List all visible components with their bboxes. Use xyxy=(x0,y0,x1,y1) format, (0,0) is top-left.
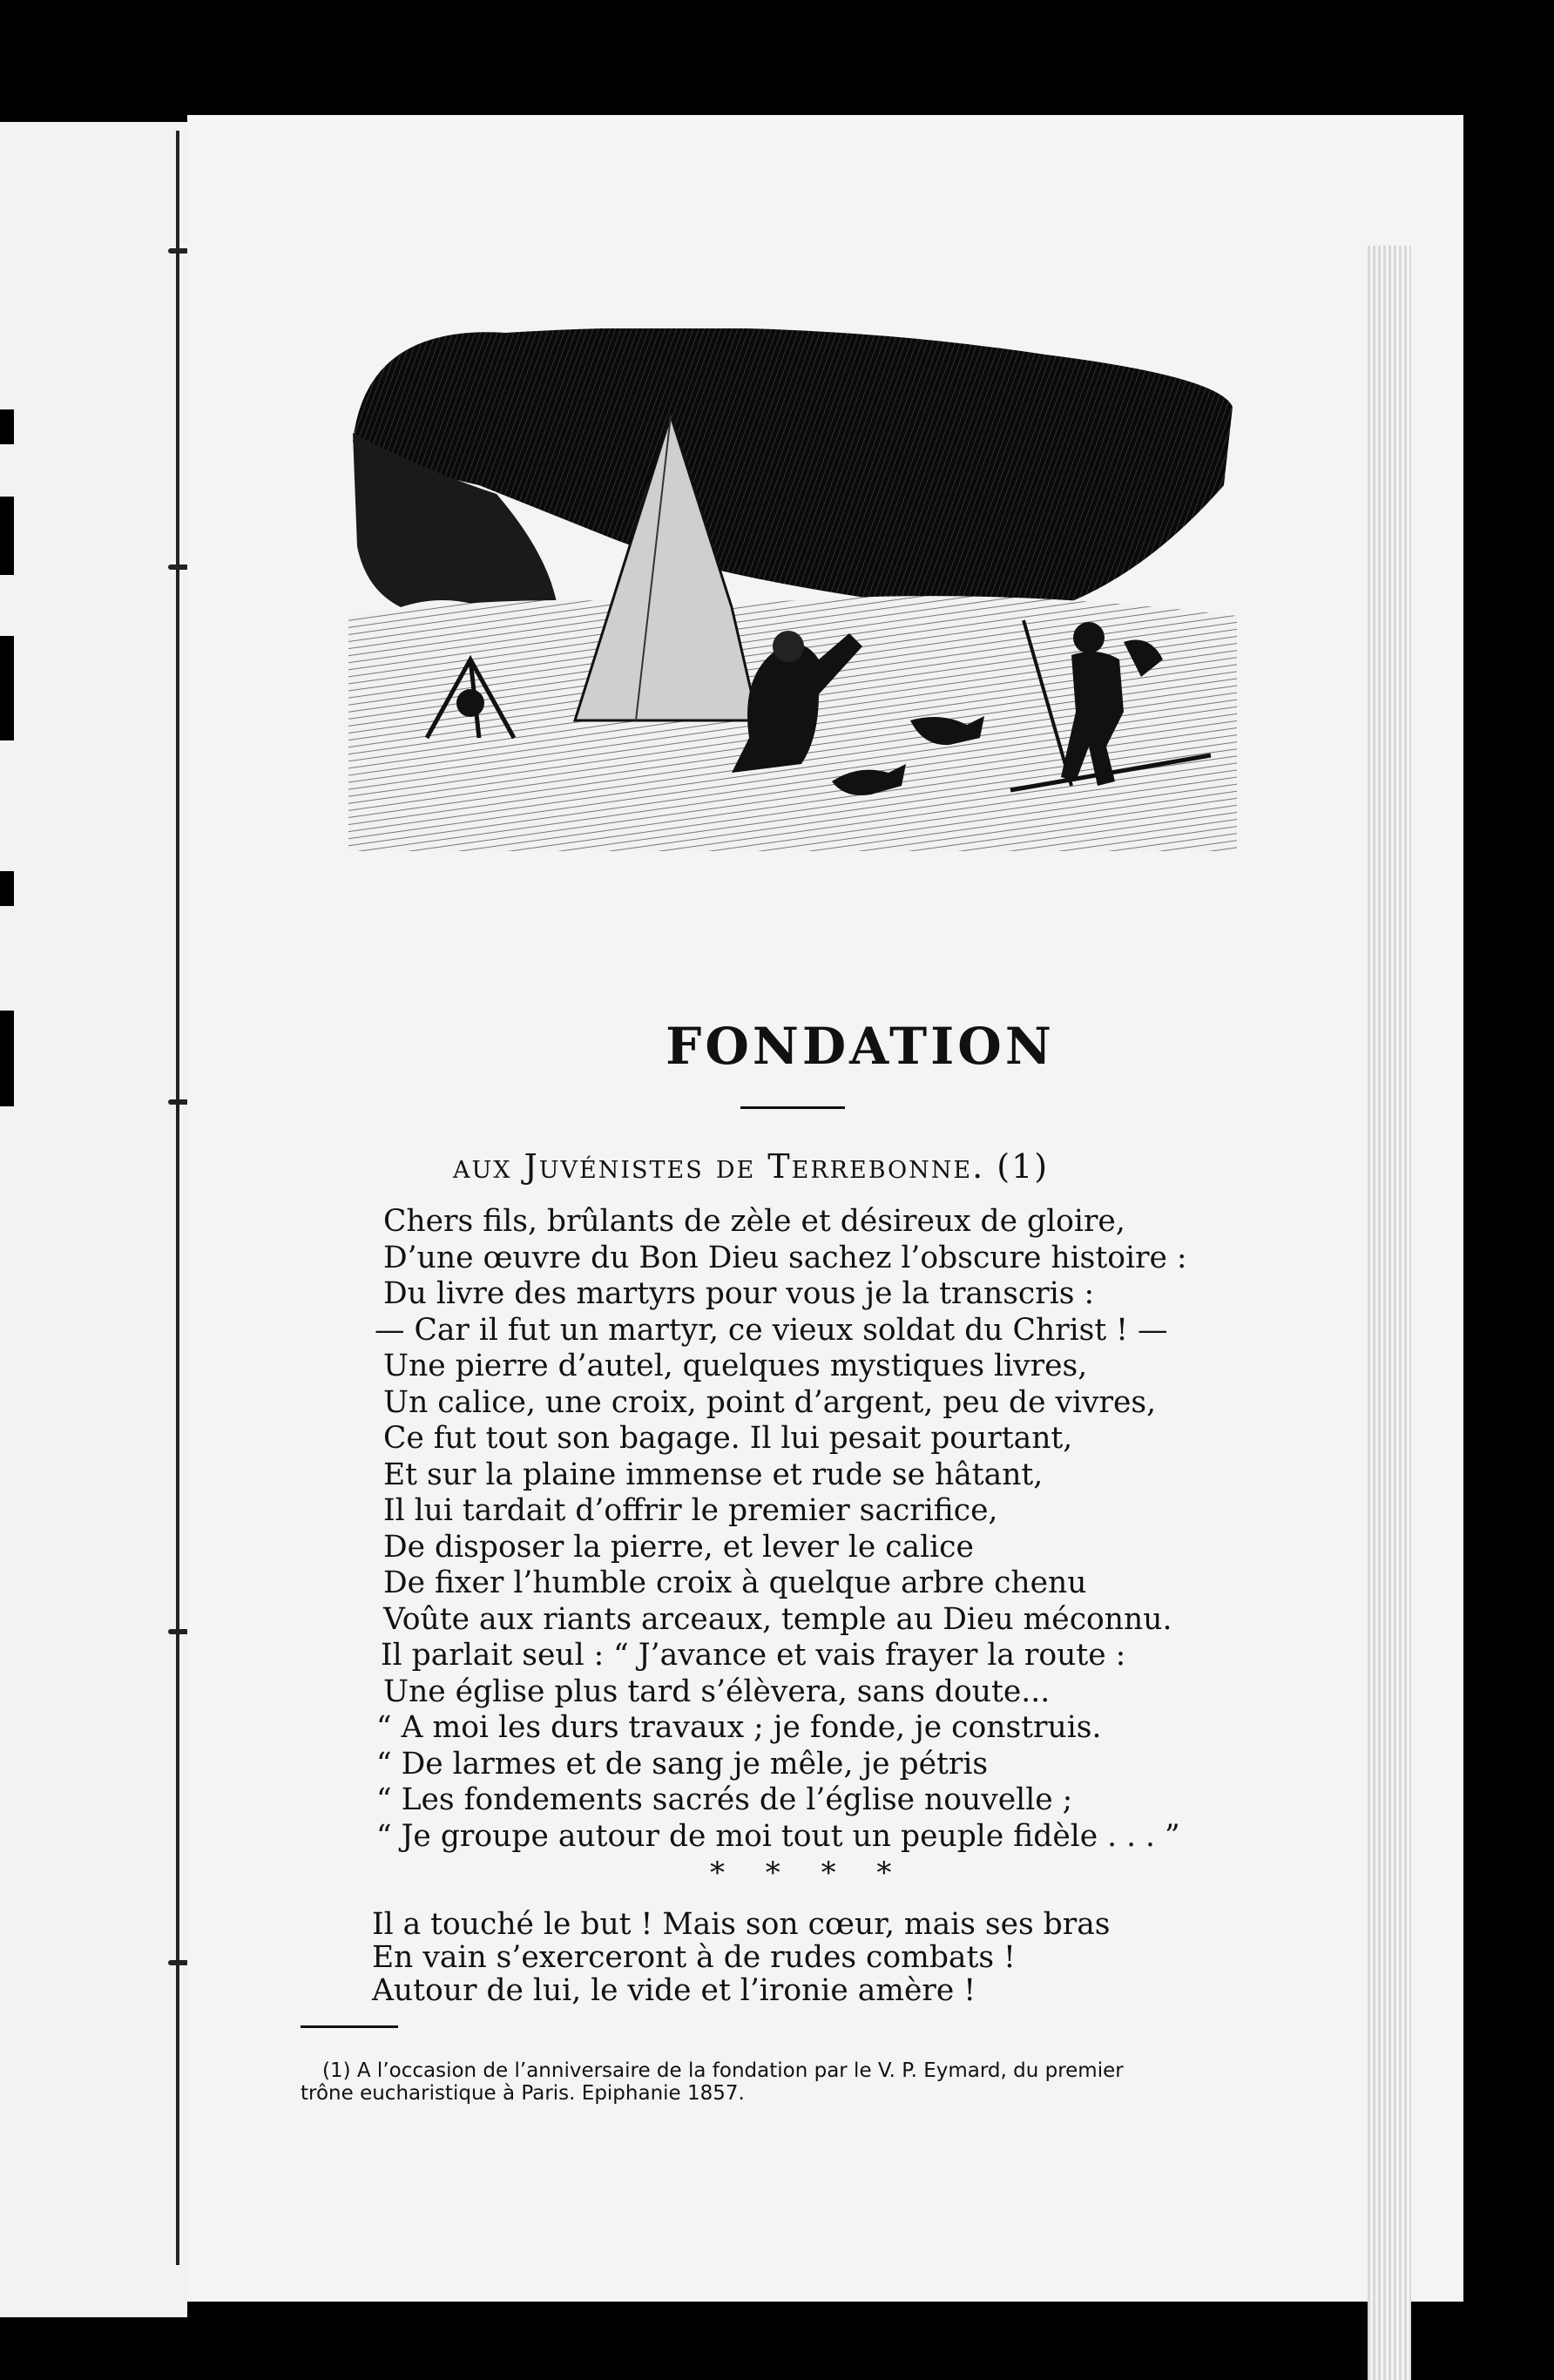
binding-stitch xyxy=(168,1629,189,1634)
footnote-line: (1) A l’occasion de l’anniversaire de la fondation par le V. P. Eymard, du premier xyxy=(322,2059,1124,2082)
poem-dedication: aux Juvénistes de Terrebonne. (1) xyxy=(453,1147,1050,1186)
engraving-winter-camp-icon xyxy=(348,328,1237,851)
poem-line: “ De larmes et de sang je mêle, je pétris xyxy=(376,1746,989,1782)
book-page xyxy=(187,115,1463,2302)
poem-line: “ Les fondements sacrés de l’église nouvelle ; xyxy=(376,1782,1073,1817)
poem-line: Un calice, une croix, point d’argent, peu de vivres, xyxy=(383,1384,1157,1420)
binding-stitch xyxy=(168,565,189,570)
poem-line: Une pierre d’autel, quelques mystiques livres, xyxy=(383,1349,1088,1383)
poem-line: Autour de lui, le vide et l’ironie amère ! xyxy=(372,1973,976,2008)
footnote-line: trône eucharistique à Paris. Epiphanie 1857. xyxy=(301,2082,745,2105)
left-page-mark xyxy=(0,497,14,575)
poem-stanza-1 xyxy=(375,1204,1385,1855)
poem-line: “ Je groupe autour de moi tout un peuple fidèle . . . ” xyxy=(376,1818,1180,1854)
left-page-mark xyxy=(0,1011,14,1106)
poem-line: “ A moi les durs travaux ; je fonde, je construis. xyxy=(376,1710,1102,1745)
book-spine xyxy=(176,131,179,2265)
poem-line: Une église plus tard s’élèvera, sans doute... xyxy=(383,1673,1051,1709)
poem-line: De fixer l’humble croix à quelque arbre chenu xyxy=(383,1565,1087,1600)
page-title: FONDATION xyxy=(666,1017,1055,1076)
footnote-rule xyxy=(301,2025,398,2028)
left-page-edge xyxy=(0,122,187,2317)
binding-stitch xyxy=(168,1099,189,1105)
poem-line: En vain s’exerceront à de rudes combats ! xyxy=(372,1940,1016,1975)
footnote xyxy=(301,2059,1433,2105)
left-page-mark xyxy=(0,871,14,906)
poem-line: Du livre des martyrs pour vous je la transcris : xyxy=(383,1276,1095,1311)
poem-line: Ce fut tout son bagage. Il lui pesait pourtant, xyxy=(383,1421,1073,1456)
poem-line: D’une œuvre du Bon Dieu sachez l’obscure histoire : xyxy=(383,1240,1187,1275)
binding-stitch xyxy=(168,248,189,254)
poem-line: Il a touché le but ! Mais son cœur, mais ses bras xyxy=(372,1907,1111,1942)
left-page-mark xyxy=(0,636,14,740)
poem-line: Il parlait seul : “ J’avance et vais frayer la route : xyxy=(381,1638,1126,1673)
poem-line: Il lui tardait d’offrir le premier sacrifice, xyxy=(383,1493,998,1528)
left-page-mark xyxy=(0,409,14,444)
binding-stitch xyxy=(168,1960,189,1965)
title-rule xyxy=(740,1106,845,1109)
poem-stanza-2 xyxy=(372,1908,1111,2007)
stanza-separator: * * * * xyxy=(710,1856,908,1890)
poem-line: — Car il fut un martyr, ce vieux soldat du Christ ! — xyxy=(375,1312,1168,1348)
poem-line: De disposer la pierre, et lever le calice xyxy=(383,1529,974,1565)
poem-line: Et sur la plaine immense et rude se hâtant, xyxy=(383,1457,1044,1492)
poem-line: Chers fils, brûlants de zèle et désireux de gloire, xyxy=(383,1204,1125,1239)
poem-line: Voûte aux riants arceaux, temple au Dieu méconnu. xyxy=(383,1601,1172,1637)
